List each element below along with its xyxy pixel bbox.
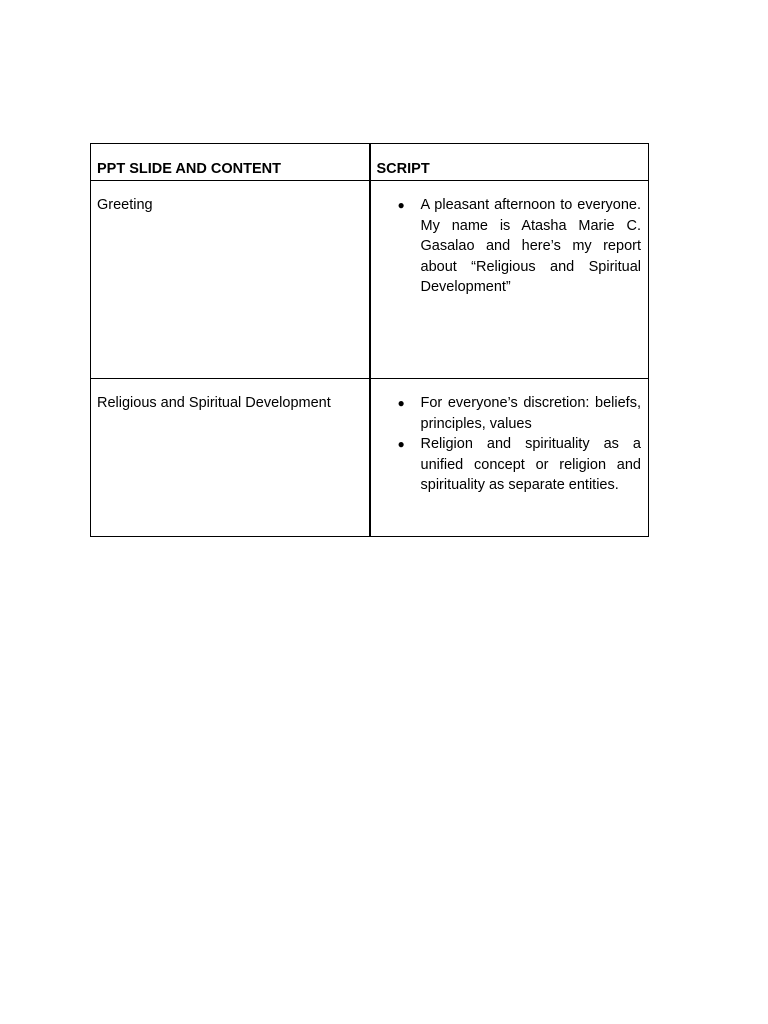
- header-slide-content: PPT SLIDE AND CONTENT: [91, 144, 370, 181]
- slide-cell: Religious and Spiritual Development: [91, 379, 370, 537]
- script-bullet-item: [397, 434, 642, 496]
- script-bullet-text: For everyone’s discretion: beliefs, principles, values: [420, 395, 641, 432]
- bullet-icon: ●: [397, 396, 405, 410]
- bullet-icon: ●: [397, 437, 405, 451]
- script-bullet-text: A pleasant afternoon to everyone. My name is Atasha Marie C. Gasalao and here’s my report about “Religious and Spiritual Development”: [420, 197, 641, 295]
- script-bullet-item: [397, 393, 642, 434]
- script-bullet-list: [377, 195, 642, 298]
- script-bullet-text: Religion and spirituality as a unified concept or religion and spirituality as separate entities.: [420, 436, 641, 493]
- script-cell: [370, 379, 649, 537]
- script-bullet-item: [397, 195, 642, 298]
- bullet-icon: ●: [397, 198, 405, 212]
- script-bullet-list: [377, 393, 642, 496]
- table-row: [91, 181, 649, 379]
- header-script: SCRIPT: [370, 144, 649, 181]
- slide-cell: Greeting: [91, 181, 370, 379]
- table-row: [91, 379, 649, 537]
- script-cell: [370, 181, 649, 379]
- script-table: [90, 143, 649, 537]
- table-header-row: [91, 144, 649, 181]
